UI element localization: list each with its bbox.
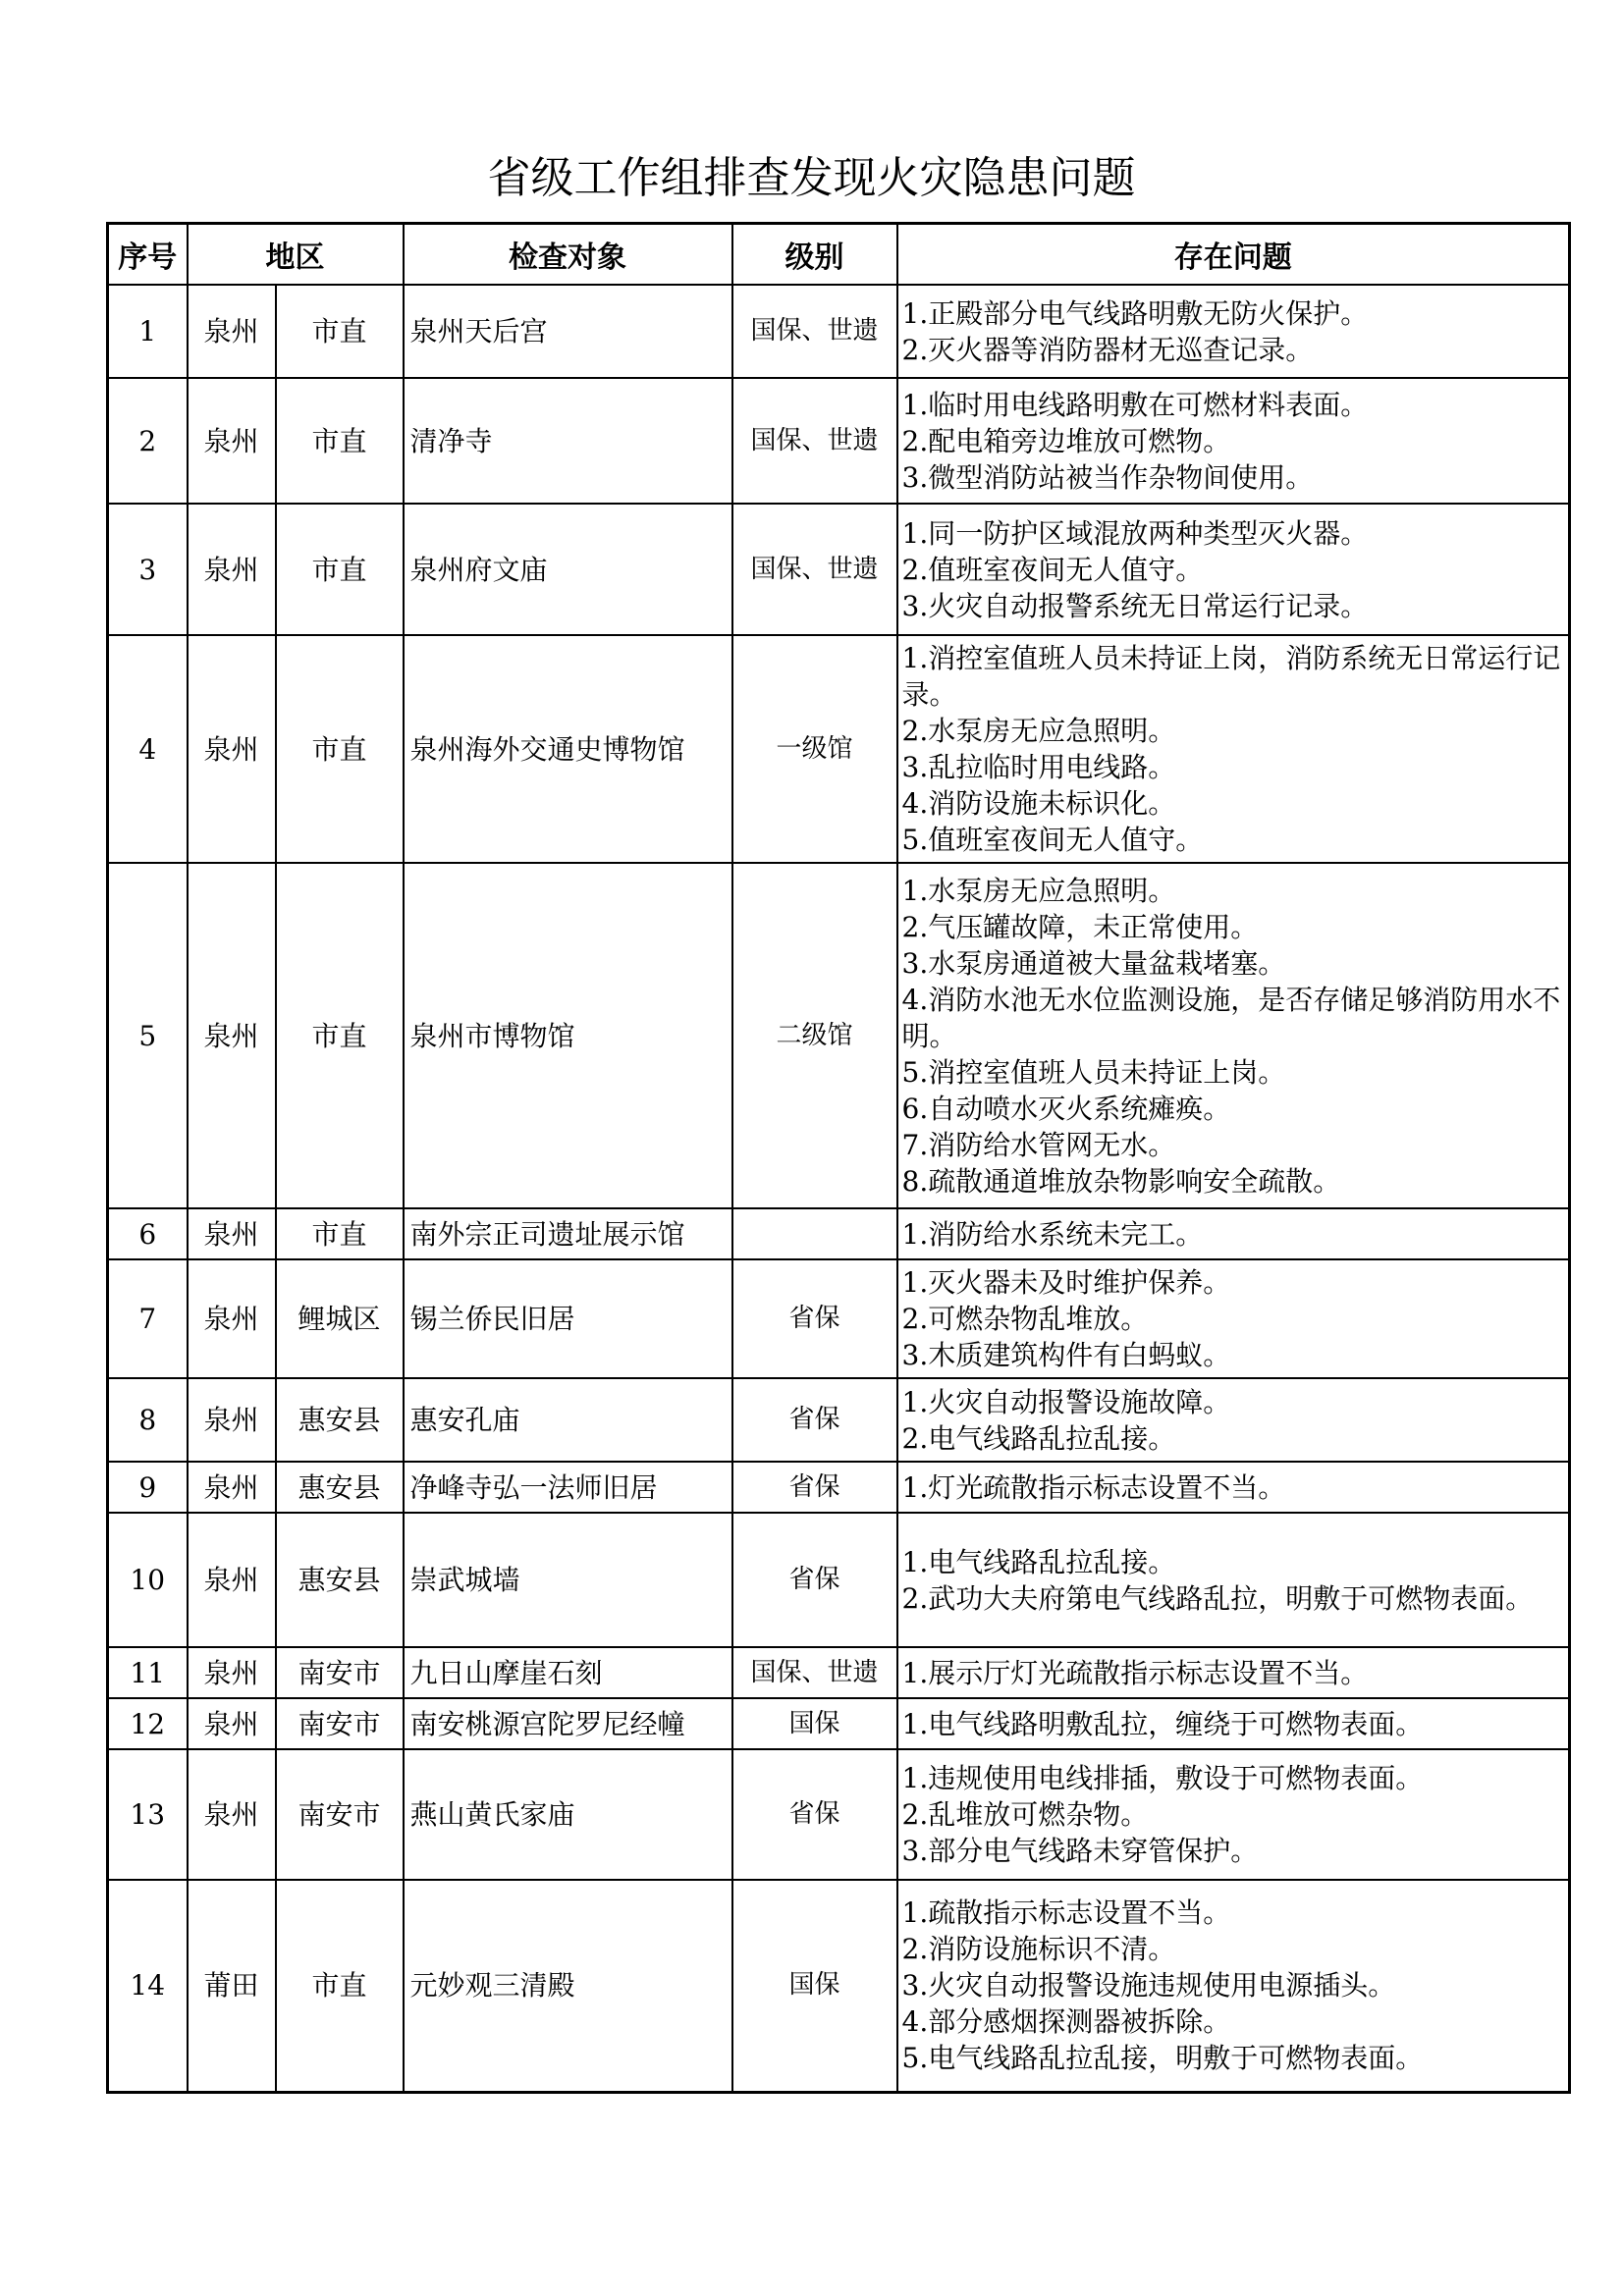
seq-cell: 4 xyxy=(108,635,188,863)
issue-item: 1.展示厅灯光疏散指示标志设置不当。 xyxy=(901,1656,1369,1689)
level-cell: 国保 xyxy=(732,1698,897,1749)
header-seq: 序号 xyxy=(108,224,188,286)
table-row xyxy=(108,863,1570,1208)
table-row xyxy=(108,1462,1570,1513)
issue-item: 1.电气线路乱拉乱接。 xyxy=(901,1545,1176,1578)
issues-cell xyxy=(897,1208,1570,1259)
header-row xyxy=(108,224,1570,286)
target-cell: 九日山摩崖石刻 xyxy=(404,1647,732,1698)
issue-item: 8.疏散通道堆放杂物影响安全疏散。 xyxy=(901,1164,1341,1198)
level-cell: 一级馆 xyxy=(732,635,897,863)
issue-item: 1.火灾自动报警设施故障。 xyxy=(901,1385,1231,1418)
city-cell: 莆田 xyxy=(188,1880,276,2092)
issues-cell xyxy=(897,1880,1570,2092)
target-cell: 泉州市博物馆 xyxy=(404,863,732,1208)
seq-cell: 14 xyxy=(108,1880,188,2092)
city-cell: 泉州 xyxy=(188,1208,276,1259)
seq-cell: 12 xyxy=(108,1698,188,1749)
issue-item: 2.配电箱旁边堆放可燃物。 xyxy=(901,424,1231,457)
level-cell: 国保、世遗 xyxy=(732,378,897,504)
target-cell: 泉州天后宫 xyxy=(404,285,732,378)
issue-item: 5.电气线路乱拉乱接，明敷于可燃物表面。 xyxy=(901,2042,1424,2075)
city-cell: 泉州 xyxy=(188,285,276,378)
issue-item: 1.灯光疏散指示标志设置不当。 xyxy=(901,1470,1286,1504)
issue-item: 3.水泵房通道被大量盆栽堵塞。 xyxy=(901,946,1286,980)
issue-item: 1.灭火器未及时维护保养。 xyxy=(901,1266,1231,1299)
target-cell: 南外宗正司遗址展示馆 xyxy=(404,1208,732,1259)
issue-item: 1.临时用电线路明敷在可燃材料表面。 xyxy=(901,388,1369,421)
district-cell: 市直 xyxy=(276,635,404,863)
issues-cell xyxy=(897,1462,1570,1513)
table-row xyxy=(108,378,1570,504)
issue-item: 5.消控室值班人员未持证上岗。 xyxy=(901,1055,1286,1089)
issue-item: 1.疏散指示标志设置不当。 xyxy=(901,1896,1231,1930)
city-cell: 泉州 xyxy=(188,378,276,504)
seq-cell: 11 xyxy=(108,1647,188,1698)
header-target: 检查对象 xyxy=(404,224,732,286)
issue-item: 3.乱拉临时用电线路。 xyxy=(901,751,1176,783)
city-cell: 泉州 xyxy=(188,1698,276,1749)
district-cell: 惠安县 xyxy=(276,1378,404,1462)
issues-cell xyxy=(897,1378,1570,1462)
issues-cell xyxy=(897,378,1570,504)
level-cell: 省保 xyxy=(732,1462,897,1513)
district-cell: 市直 xyxy=(276,1880,404,2092)
district-cell: 鲤城区 xyxy=(276,1259,404,1378)
level-cell: 省保 xyxy=(732,1378,897,1462)
city-cell: 泉州 xyxy=(188,504,276,635)
issue-item: 1.水泵房无应急照明。 xyxy=(901,874,1176,907)
seq-cell: 1 xyxy=(108,285,188,378)
table-row xyxy=(108,635,1570,863)
issue-item: 4.消防设施未标识化。 xyxy=(901,787,1176,820)
city-cell: 泉州 xyxy=(188,863,276,1208)
issue-item: 3.木质建筑构件有白蚂蚁。 xyxy=(901,1339,1231,1371)
city-cell: 泉州 xyxy=(188,1462,276,1513)
seq-cell: 10 xyxy=(108,1513,188,1647)
target-cell: 元妙观三清殿 xyxy=(404,1880,732,2092)
city-cell: 泉州 xyxy=(188,1513,276,1647)
target-cell: 惠安孔庙 xyxy=(404,1378,732,1462)
issue-item: 2.灭火器等消防器材无巡查记录。 xyxy=(901,333,1314,366)
district-cell: 市直 xyxy=(276,1208,404,1259)
target-cell: 崇武城墙 xyxy=(404,1513,732,1647)
table-row xyxy=(108,1647,1570,1698)
issue-item: 1.消控室值班人员未持证上岗，消防系统无日常运行记录。 xyxy=(901,642,1561,711)
city-cell: 泉州 xyxy=(188,1647,276,1698)
level-cell: 国保、世遗 xyxy=(732,285,897,378)
target-cell: 净峰寺弘一法师旧居 xyxy=(404,1462,732,1513)
issue-item: 1.正殿部分电气线路明敷无防火保护。 xyxy=(901,296,1369,330)
seq-cell: 7 xyxy=(108,1259,188,1378)
district-cell: 惠安县 xyxy=(276,1513,404,1647)
issues-cell xyxy=(897,285,1570,378)
table-row xyxy=(108,1880,1570,2092)
issue-item: 2.乱堆放可燃杂物。 xyxy=(901,1798,1149,1831)
level-cell: 省保 xyxy=(732,1749,897,1880)
issues-cell xyxy=(897,504,1570,635)
district-cell: 南安市 xyxy=(276,1749,404,1880)
level-cell: 二级馆 xyxy=(732,863,897,1208)
issue-item: 2.值班室夜间无人值守。 xyxy=(901,553,1204,586)
table-row xyxy=(108,1378,1570,1462)
issue-item: 1.同一防护区域混放两种类型灭火器。 xyxy=(901,516,1369,550)
target-cell: 锡兰侨民旧居 xyxy=(404,1259,732,1378)
seq-cell: 2 xyxy=(108,378,188,504)
table-row xyxy=(108,1208,1570,1259)
issues-cell xyxy=(897,1749,1570,1880)
level-cell: 省保 xyxy=(732,1513,897,1647)
seq-cell: 3 xyxy=(108,504,188,635)
header-region: 地区 xyxy=(188,224,404,286)
issue-item: 2.可燃杂物乱堆放。 xyxy=(901,1303,1149,1335)
seq-cell: 13 xyxy=(108,1749,188,1880)
issue-item: 2.气压罐故障，未正常使用。 xyxy=(901,910,1259,943)
issues-cell xyxy=(897,635,1570,863)
district-cell: 南安市 xyxy=(276,1647,404,1698)
target-cell: 燕山黄氏家庙 xyxy=(404,1749,732,1880)
issue-item: 6.自动喷水灭火系统瘫痪。 xyxy=(901,1092,1231,1125)
target-cell: 泉州海外交通史博物馆 xyxy=(404,635,732,863)
issue-item: 4.部分感烟探测器被拆除。 xyxy=(901,2005,1231,2039)
seq-cell: 8 xyxy=(108,1378,188,1462)
level-cell xyxy=(732,1208,897,1259)
issue-item: 2.电气线路乱拉乱接。 xyxy=(901,1421,1176,1455)
city-cell: 泉州 xyxy=(188,1378,276,1462)
level-cell: 国保、世遗 xyxy=(732,504,897,635)
city-cell: 泉州 xyxy=(188,635,276,863)
table-row xyxy=(108,504,1570,635)
issues-cell xyxy=(897,863,1570,1208)
table-row xyxy=(108,1513,1570,1647)
table-row xyxy=(108,1749,1570,1880)
issues-cell xyxy=(897,1259,1570,1378)
district-cell: 市直 xyxy=(276,863,404,1208)
issue-item: 1.消防给水系统未完工。 xyxy=(901,1217,1204,1251)
issue-item: 5.值班室夜间无人值守。 xyxy=(901,824,1204,856)
level-cell: 省保 xyxy=(732,1259,897,1378)
issue-item: 2.武功大夫府第电气线路乱拉，明敷于可燃物表面。 xyxy=(901,1581,1534,1615)
level-cell: 国保、世遗 xyxy=(732,1647,897,1698)
issue-item: 3.火灾自动报警设施违规使用电源插头。 xyxy=(901,1969,1396,2002)
district-cell: 惠安县 xyxy=(276,1462,404,1513)
issue-item: 3.部分电气线路未穿管保护。 xyxy=(901,1835,1259,1867)
issue-item: 2.消防设施标识不清。 xyxy=(901,1933,1176,1966)
target-cell: 南安桃源宫陀罗尼经幢 xyxy=(404,1698,732,1749)
issue-item: 1.电气线路明敷乱拉，缠绕于可燃物表面。 xyxy=(901,1707,1424,1740)
seq-cell: 9 xyxy=(108,1462,188,1513)
seq-cell: 5 xyxy=(108,863,188,1208)
issue-item: 2.水泵房无应急照明。 xyxy=(901,715,1176,747)
level-cell: 国保 xyxy=(732,1880,897,2092)
issues-cell xyxy=(897,1513,1570,1647)
page-title: 省级工作组排查发现火灾隐患问题 xyxy=(487,153,1136,203)
issue-item: 4.消防水池无水位监测设施，是否存储足够消防用水不明。 xyxy=(901,983,1561,1052)
issue-item: 3.火灾自动报警系统无日常运行记录。 xyxy=(901,589,1369,622)
hazard-table xyxy=(106,222,1571,2094)
district-cell: 市直 xyxy=(276,378,404,504)
district-cell: 南安市 xyxy=(276,1698,404,1749)
district-cell: 市直 xyxy=(276,504,404,635)
issue-item: 1.违规使用电线排插，敷设于可燃物表面。 xyxy=(901,1762,1424,1794)
issue-item: 3.微型消防站被当作杂物间使用。 xyxy=(901,460,1314,494)
city-cell: 泉州 xyxy=(188,1259,276,1378)
issues-cell xyxy=(897,1698,1570,1749)
target-cell: 泉州府文庙 xyxy=(404,504,732,635)
table-row xyxy=(108,1698,1570,1749)
district-cell: 市直 xyxy=(276,285,404,378)
table-row xyxy=(108,1259,1570,1378)
issue-item: 7.消防给水管网无水。 xyxy=(901,1128,1176,1161)
table-row xyxy=(108,285,1570,378)
city-cell: 泉州 xyxy=(188,1749,276,1880)
issues-cell xyxy=(897,1647,1570,1698)
table-body xyxy=(108,285,1570,2092)
header-level: 级别 xyxy=(732,224,897,286)
target-cell: 清净寺 xyxy=(404,378,732,504)
header-issues: 存在问题 xyxy=(897,224,1570,286)
seq-cell: 6 xyxy=(108,1208,188,1259)
